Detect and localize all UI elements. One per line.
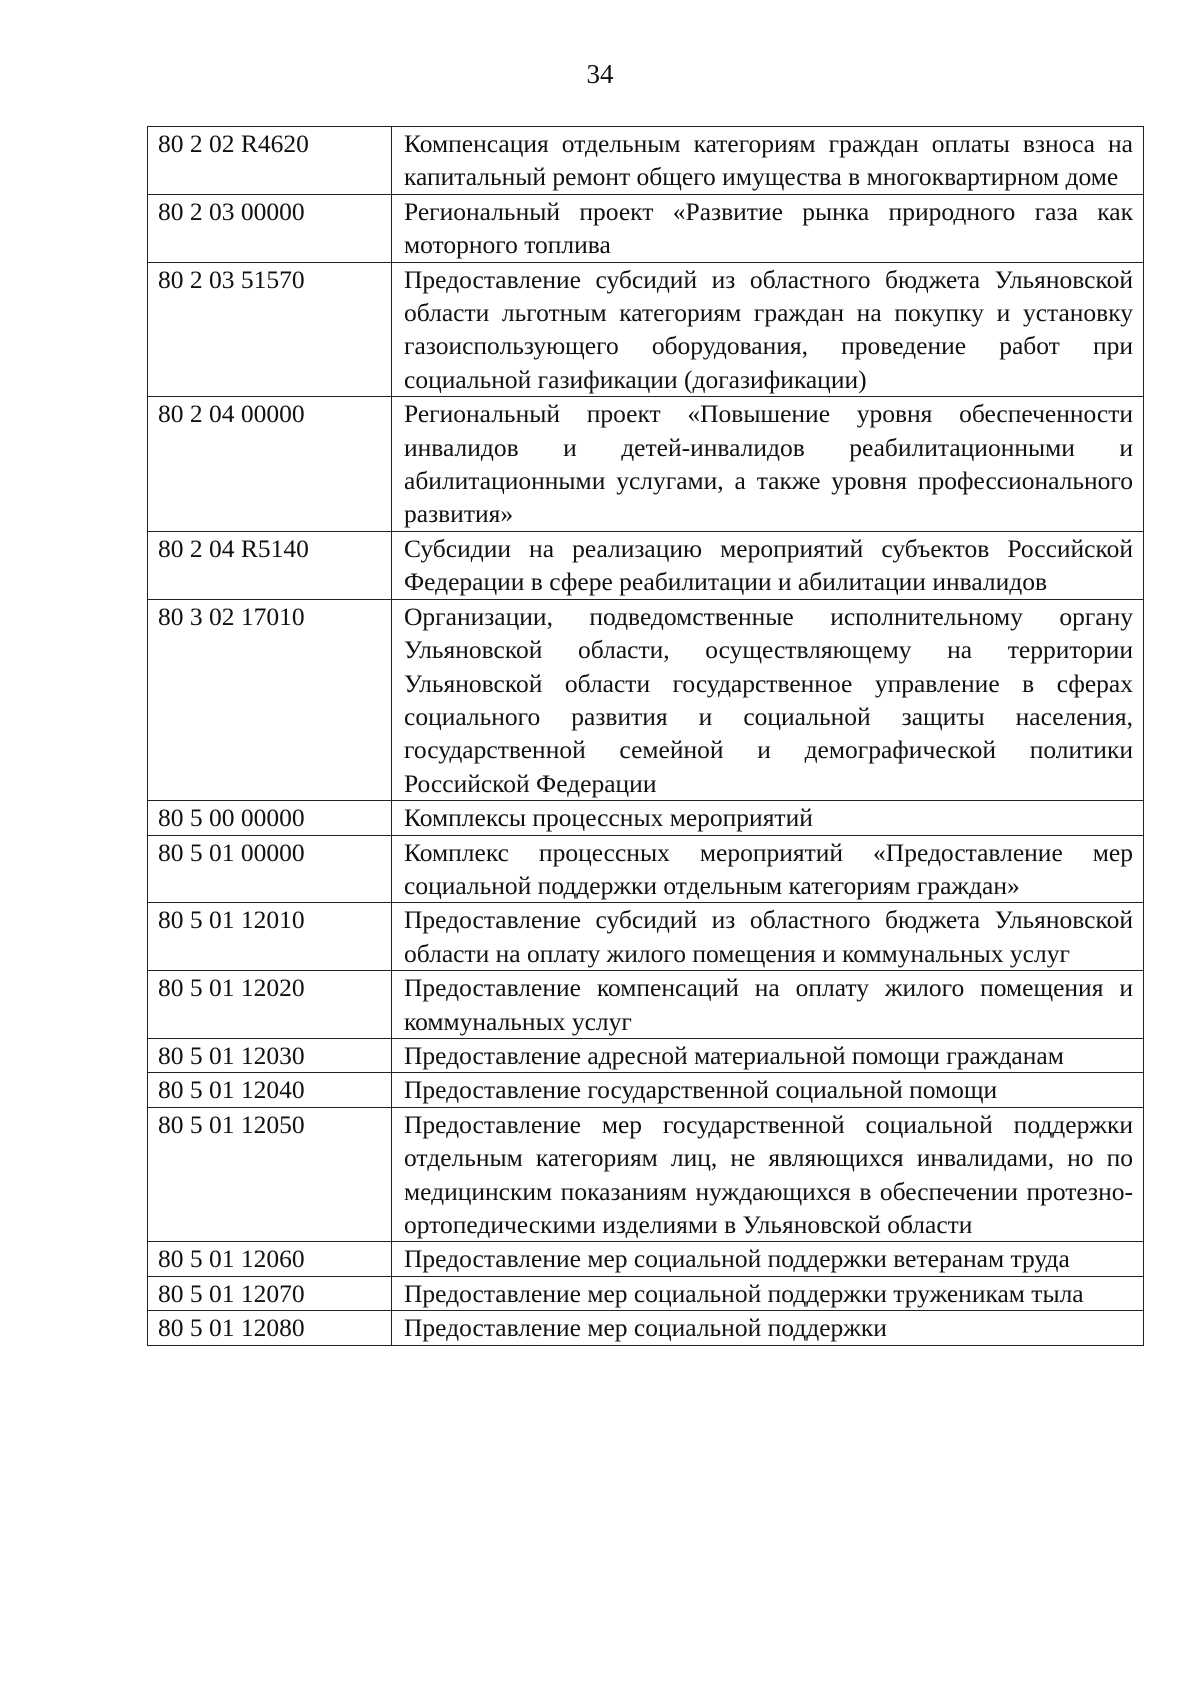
budget-code-table — [147, 126, 1144, 1346]
description-cell: Региональный проект «Повышение уровня обеспеченности инвалидов и детей-инвалидов реабилитационными и абилитационными услугами, а также уровня профессионального развития» — [392, 397, 1144, 532]
budget-code-cell: 80 5 01 12060 — [148, 1242, 392, 1276]
description-cell: Предоставление мер социальной поддержки — [392, 1311, 1144, 1345]
description-cell: Субсидии на реализацию мероприятий субъектов Российской Федерации в сфере реабилитации и абилитации инвалидов — [392, 531, 1144, 599]
table-row — [148, 835, 1144, 903]
table-row — [148, 1038, 1144, 1072]
description-cell: Комплекс процессных мероприятий «Предоставление мер социальной поддержки отдельным категориям граждан» — [392, 835, 1144, 903]
table-row — [148, 801, 1144, 835]
table-row — [148, 1242, 1144, 1276]
description-cell: Организации, подведомственные исполнительному органу Ульяновской области, осуществляющему на территории Ульяновской области государственное управление в сферах социального развития и социальной защиты населения, государственной семейной и демографической политики Российской Федерации — [392, 599, 1144, 800]
table-row — [148, 531, 1144, 599]
budget-code-cell: 80 5 01 12080 — [148, 1311, 392, 1345]
description-cell: Предоставление мер социальной поддержки труженикам тыла — [392, 1276, 1144, 1310]
description-cell: Предоставление субсидий из областного бюджета Ульяновской области на оплату жилого помещения и коммунальных услуг — [392, 903, 1144, 971]
budget-code-cell: 80 2 03 51570 — [148, 262, 392, 397]
budget-code-cell: 80 2 04 00000 — [148, 397, 392, 532]
budget-code-cell: 80 5 01 12010 — [148, 903, 392, 971]
budget-code-cell: 80 5 01 12030 — [148, 1038, 392, 1072]
budget-code-cell: 80 3 02 17010 — [148, 599, 392, 800]
table-row — [148, 262, 1144, 397]
table-row — [148, 599, 1144, 800]
budget-code-cell: 80 5 01 12050 — [148, 1107, 392, 1242]
description-cell: Предоставление компенсаций на оплату жилого помещения и коммунальных услуг — [392, 971, 1144, 1039]
table-row — [148, 903, 1144, 971]
budget-code-cell: 80 2 02 R4620 — [148, 127, 392, 195]
table-row — [148, 194, 1144, 262]
table-row — [148, 971, 1144, 1039]
table-row — [148, 1276, 1144, 1310]
description-cell: Компенсация отдельным категориям граждан оплаты взноса на капитальный ремонт общего имущества в многоквартирном доме — [392, 127, 1144, 195]
description-cell: Предоставление государственной социальной помощи — [392, 1073, 1144, 1107]
description-cell: Предоставление адресной материальной помощи гражданам — [392, 1038, 1144, 1072]
budget-code-cell: 80 2 03 00000 — [148, 194, 392, 262]
description-cell: Предоставление мер социальной поддержки ветеранам труда — [392, 1242, 1144, 1276]
description-cell: Предоставление субсидий из областного бюджета Ульяновской области льготным категориям граждан на покупку и установку газоиспользующего оборудования, проведение работ при социальной газификации (догазификации) — [392, 262, 1144, 397]
table-row — [148, 1073, 1144, 1107]
budget-code-cell: 80 5 01 00000 — [148, 835, 392, 903]
table-row — [148, 1311, 1144, 1345]
description-cell: Комплексы процессных мероприятий — [392, 801, 1144, 835]
table-row — [148, 1107, 1144, 1242]
budget-code-cell: 80 5 01 12040 — [148, 1073, 392, 1107]
table-row — [148, 397, 1144, 532]
page-number: 34 — [586, 59, 614, 89]
description-cell: Предоставление мер государственной социальной поддержки отдельным категориям лиц, не являющихся инвалидами, но по медицинским показаниям нуждающихся в обеспечении протезно-ортопедическими изделиями в Ульяновской области — [392, 1107, 1144, 1242]
budget-code-cell: 80 5 00 00000 — [148, 801, 392, 835]
description-cell: Региональный проект «Развитие рынка природного газа как моторного топлива — [392, 194, 1144, 262]
budget-code-cell: 80 5 01 12070 — [148, 1276, 392, 1310]
table-row — [148, 127, 1144, 195]
budget-code-cell: 80 5 01 12020 — [148, 971, 392, 1039]
budget-code-cell: 80 2 04 R5140 — [148, 531, 392, 599]
